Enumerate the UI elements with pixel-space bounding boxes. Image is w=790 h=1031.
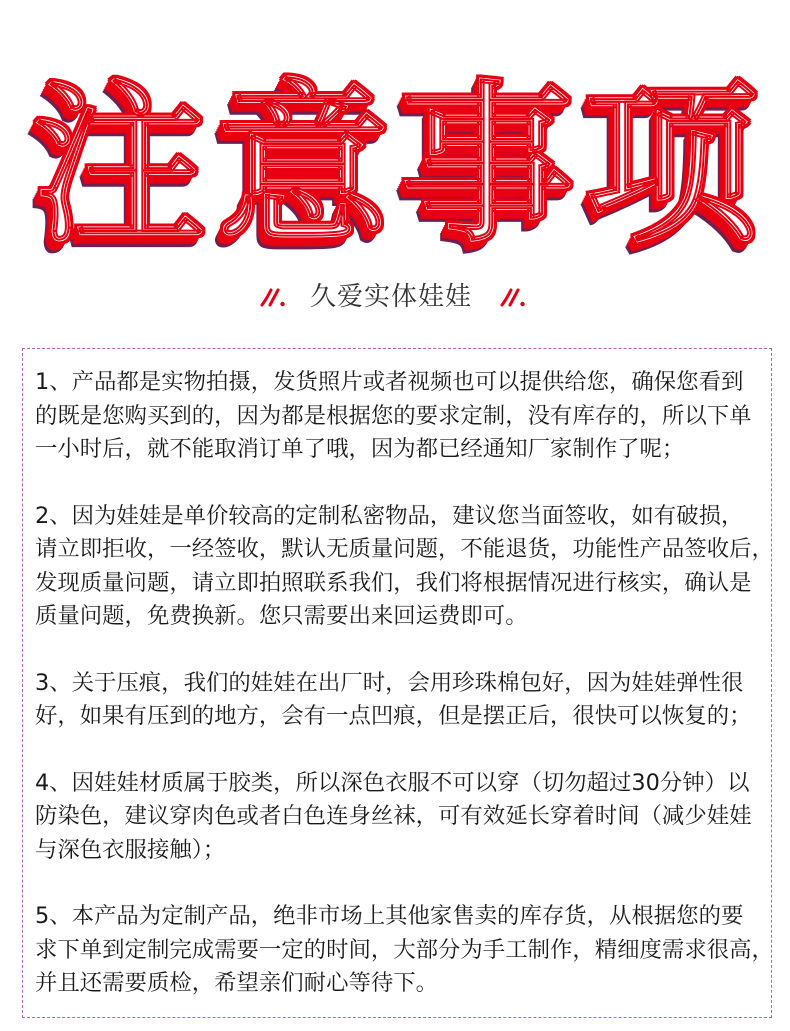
notice-line: 的既是您购买到的，因为都是根据您的要求定制，没有库存的，所以下单 [35,402,752,429]
notice-paragraph-3 [35,667,771,734]
slash-dot-decoration-icon [258,285,292,309]
page-title: 注意事项 [31,65,768,268]
notice-line: 一小时后，就不能取消订单了哦，因为都已经通知厂家制作了呢； [35,436,685,462]
notice-line: 求下单到定制完成需要一定的时间，大部分为手工制作，精细度需求很高， [35,936,774,963]
notice-line: 发现质量问题，请立即拍照联系我们，我们将根据情况进行核实，确认是 [35,569,752,596]
notice-box [22,348,772,1018]
notice-paragraph-5 [35,900,774,1001]
notice-paragraph-2 [35,500,774,634]
notice-line: 4、因娃娃材质属于胶类，所以深色衣服不可以穿（切勿超过30分钟）以 [35,769,750,796]
notice-line: 好，如果有压到的地方，会有一点凹痕，但是摆正后，很快可以恢复的； [35,703,752,729]
notice-paragraph-1 [35,366,771,467]
slash-dot-decoration-icon [498,285,532,309]
brand-subtitle: 久爱实体娃娃 [309,282,472,312]
notice-line: 并且还需要质检，希望亲们耐心等待下。 [35,970,439,996]
notice-line: 质量问题，免费换新。您只需要出来回运费即可。 [35,603,528,629]
notice-line: 防染色，建议穿肉色或者白色连身丝袜，可有效延长穿着时间（减少娃娃 [35,803,752,829]
notice-line: 5、本产品为定制产品，绝非市场上其他家售卖的库存货，从根据您的要 [35,903,744,929]
notice-line: 3、关于压痕，我们的娃娃在出厂时，会用珍珠棉包好，因为娃娃弹性很 [35,669,744,696]
notice-paragraph-4 [35,767,771,868]
notice-line: 与深色衣服接触）； [35,836,226,863]
notice-line: 1、产品都是实物拍摄，发货照片或者视频也可以提供给您，确保您看到 [35,369,744,395]
notice-line: 请立即拒收，一经签收，默认无质量问题，不能退货，功能性产品签收后， [35,536,774,562]
subtitle-row [0,280,790,314]
notice-line: 2、因为娃娃是单价较高的定制私密物品，建议您当面签收，如有破损， [35,502,744,529]
